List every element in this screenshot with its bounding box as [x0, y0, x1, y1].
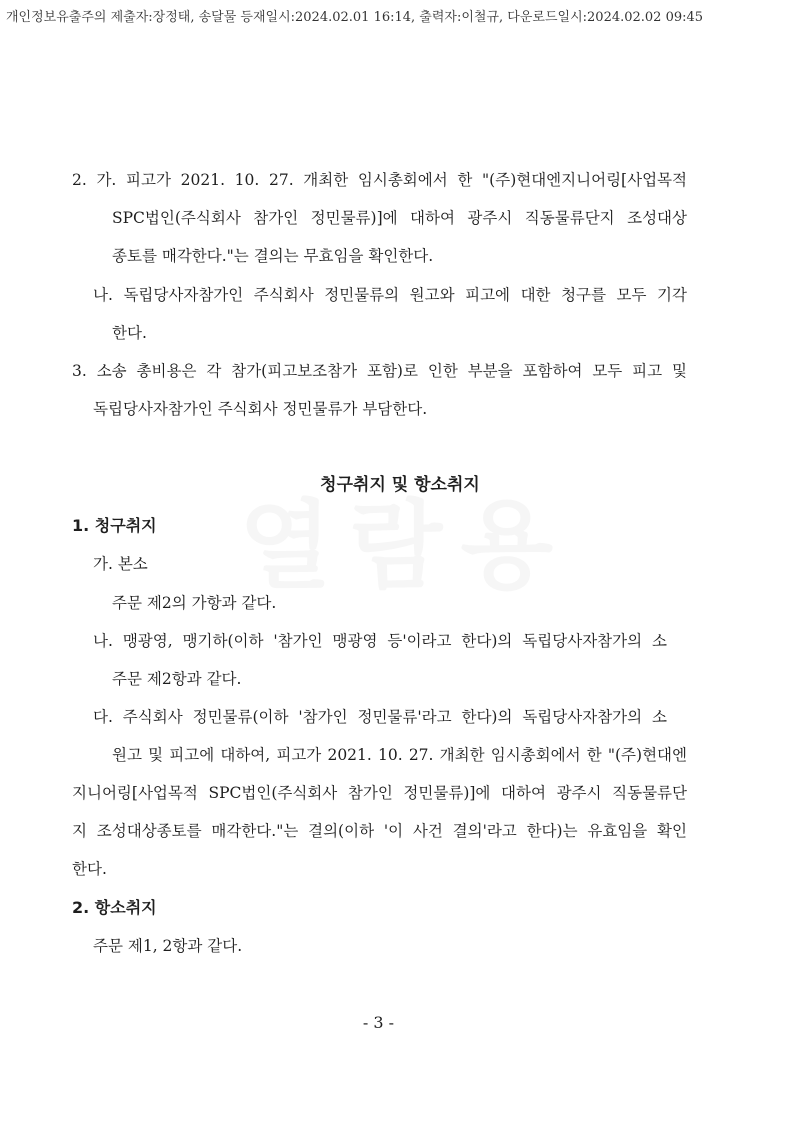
claim-line-na: 나. 맹광영, 맹기하(이하 '참가인 맹광영 등'이라고 한다)의 독립당사자참가의 소	[93, 632, 667, 650]
order-line-2-na: 나. 독립당사자참가인 주식회사 정민물류의 원고와 피고에 대한 청구를 모두 기각	[93, 286, 687, 304]
claim-line-da: 다. 주식회사 정민물류(이하 '참가인 정민물류'라고 한다)의 독립당사자참가의 소	[93, 708, 667, 726]
order-line-2-na-cont: 한다.	[112, 324, 147, 342]
section-title: 청구취지 및 항소취지	[320, 475, 480, 495]
claim-heading: 1. 청구취지	[72, 516, 157, 535]
claim-line-na-body: 주문 제2항과 같다.	[112, 670, 242, 688]
header-line: 개인정보유출주의 제출자:장정태, 송달물 등재일시:2024.02.01 16:14, 출력자:이철규, 다운로드일시:2024.02.02 09:45	[6, 10, 704, 25]
appeal-heading: 2. 항소취지	[72, 898, 157, 917]
claim-line-da-body3: 지 조성대상종토를 매각한다."는 결의(이하 '이 사건 결의'라고 한다)는 유효임을 확인	[72, 822, 687, 840]
claim-line-da-body1: 원고 및 피고에 대하여, 피고가 2021. 10. 27. 개최한 임시총회에서 한 "(주)현대엔	[112, 746, 687, 764]
appeal-line: 주문 제1, 2항과 같다.	[93, 937, 243, 955]
claim-line-da-body4: 한다.	[72, 860, 107, 878]
order-line-2-cont2: 종토를 매각한다."는 결의는 무효임을 확인한다.	[112, 247, 434, 265]
page-number: - 3 -	[362, 1013, 395, 1032]
order-line-2: 2. 가. 피고가 2021. 10. 27. 개최한 임시총회에서 한 "(주)현대엔지니어링[사업목적	[72, 171, 687, 189]
order-line-3-cont: 독립당사자참가인 주식회사 정민물류가 부담한다.	[93, 400, 428, 418]
order-line-3: 3. 소송 총비용은 각 참가(피고보조참가 포함)로 인한 부분을 포함하여 모두 피고 및	[72, 362, 687, 380]
claim-line-da-body2: 지니어링[사업목적 SPC법인(주식회사 참가인 정민물류)]에 대하여 광주시 직동물류단	[72, 784, 687, 802]
claim-line-ga-body: 주문 제2의 가항과 같다.	[112, 594, 277, 612]
order-line-2-cont1: SPC법인(주식회사 참가인 정민물류)]에 대하여 광주시 직동물류단지 조성대상	[112, 209, 687, 227]
claim-line-ga: 가. 본소	[93, 555, 148, 573]
